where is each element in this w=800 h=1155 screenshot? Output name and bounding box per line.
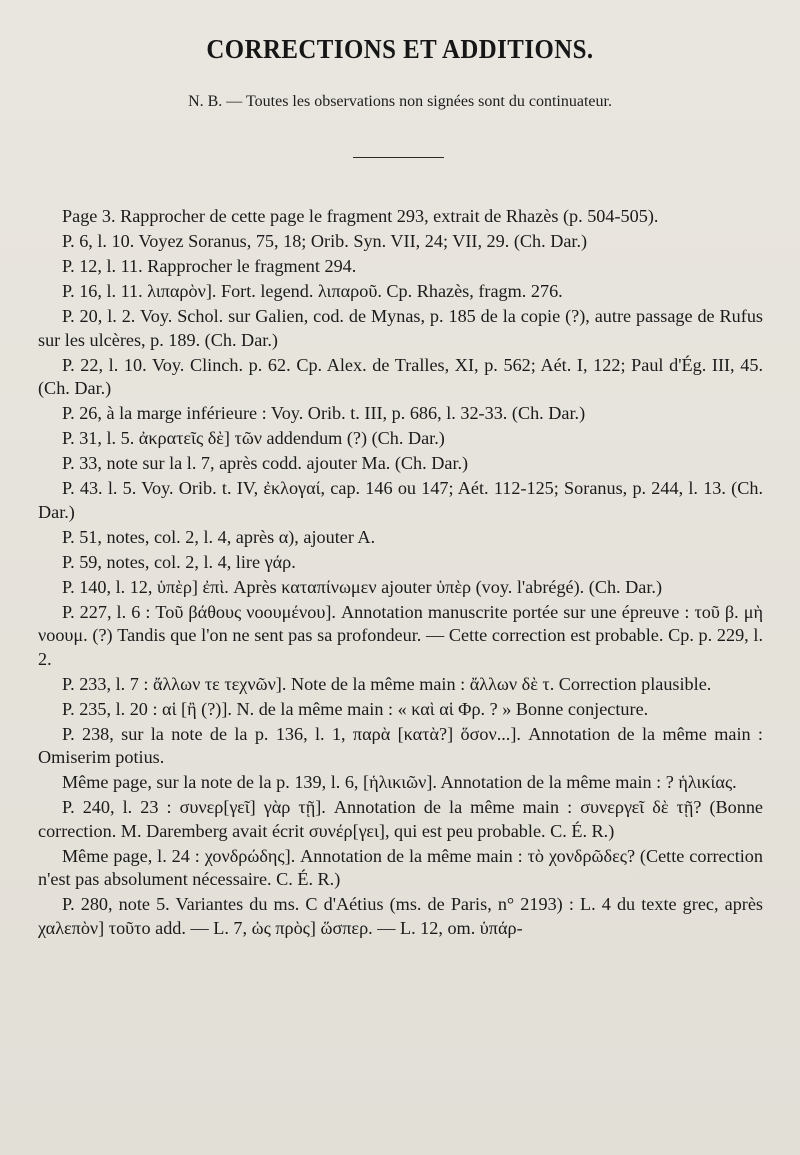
correction-entry: P. 6, l. 10. Voyez Soranus, 75, 18; Orib. Syn. VII, 24; VII, 29. (Ch. Dar.) bbox=[62, 230, 588, 251]
correction-entry: P. 22, l. 10. Voy. Clinch. p. 62. Cp. Alex. de Tralles, XI, p. 562; Aét. I, 122; Paul d'Ég. III, 45. (Ch. Dar.) bbox=[38, 354, 763, 399]
correction-entry: P. 235, l. 20 : αἱ [ἢ (?)]. N. de la même main : « καὶ αἱ Φρ. ? » Bonne conjecture. bbox=[62, 698, 649, 719]
correction-entry: P. 12, l. 11. Rapprocher le fragment 294. bbox=[62, 255, 357, 276]
correction-entry: P. 59, notes, col. 2, l. 4, lire γάρ. bbox=[62, 551, 296, 572]
correction-entry: Page 3. Rapprocher de cette page le fragment 293, extrait de Rhazès (p. 504-505). bbox=[62, 206, 659, 226]
page-title: CORRECTIONS ET ADDITIONS. bbox=[206, 34, 594, 64]
correction-entry: Même page, sur la note de la p. 139, l. 6, [ἡλικιῶν]. Annotation de la même main : ? ἡλικίας. bbox=[62, 772, 737, 793]
correction-entry: P. 16, l. 11. λιπαρὸν]. Fort. legend. λιπαροῦ. Cp. Rhazès, fragm. 276. bbox=[62, 280, 563, 301]
correction-entry: P. 233, l. 7 : ἄλλων τε τεχνῶν]. Note de la même main : ἄλλων δὲ τ. Correction plausible. bbox=[62, 673, 712, 694]
correction-entry: P. 240, l. 23 : συνερ[γεῖ] γὰρ τῇ]. Annotation de la même main : συνεργεῖ δὲ τῇ? (Bonne correction. M. Daremberg avait écrit συνέρ[γει], qui est peu probable. C. É. R.) bbox=[38, 797, 763, 841]
correction-entry: P. 43. l. 5. Voy. Orib. t. IV, ἐκλογαί, cap. 146 ou 147; Aét. 112-125; Soranus, p. 244, l. 13. (Ch. Dar.) bbox=[38, 478, 763, 522]
correction-entry: P. 238, sur la note de la p. 136, l. 1, παρὰ [κατὰ?] ὅσον...]. Annotation de la même main : Omiserim potius. bbox=[38, 723, 763, 768]
correction-entry: P. 26, à la marge inférieure : Voy. Orib. t. III, p. 686, l. 32-33. (Ch. Dar.) bbox=[62, 403, 586, 424]
correction-entry: Même page, l. 24 : χονδρώδης]. Annotation de la même main : τὸ χονδρῶδες? (Cette correction n'est pas absolument nécessaire. C. É. R.) bbox=[38, 845, 763, 890]
correction-entry: P. 20, l. 2. Voy. Schol. sur Galien, cod. de Mynas, p. 185 de la copie (?), autre passage de Rufus sur les ulcères, p. 189. (Ch. Dar.) bbox=[38, 305, 763, 350]
correction-entry: P. 280, note 5. Variantes du ms. C d'Aétius (ms. de Paris, n° 2193) : L. 4 du texte grec, après χαλεπὸν] τοῦτο add. — L. 7, ὡς πρὸς] ὥσπερ. — L. 12, om. ὑπάρ- bbox=[38, 894, 763, 939]
correction-entry: P. 51, notes, col. 2, l. 4, après α), ajouter A. bbox=[62, 526, 376, 547]
correction-entry: P. 31, l. 5. ἀκρατεῖς δὲ] τῶν addendum (?) (Ch. Dar.) bbox=[62, 428, 445, 449]
correction-entry: P. 227, l. 6 : Τοῦ βάθους νοουμένου]. Annotation manuscrite portée sur une épreuve : τοῦ β. μὴ νοουμ. (?) Tandis que l'on ne sent pas sa profondeur. — Cette correction est probable. Cp. p. 229, l. 2. bbox=[38, 601, 763, 669]
correction-entry: P. 140, l. 12, ὑπὲρ] ἐπὶ. Après καταπίνωμεν ajouter ὑπὲρ (voy. l'abrégé). (Ch. Dar.) bbox=[62, 576, 663, 597]
nota-bene: N. B. — Toutes les observations non signées sont du continuateur. bbox=[188, 93, 612, 110]
divider bbox=[353, 157, 444, 158]
correction-entry: P. 33, note sur la l. 7, après codd. ajouter Ma. (Ch. Dar.) bbox=[62, 453, 469, 474]
corrections-list bbox=[38, 205, 763, 942]
